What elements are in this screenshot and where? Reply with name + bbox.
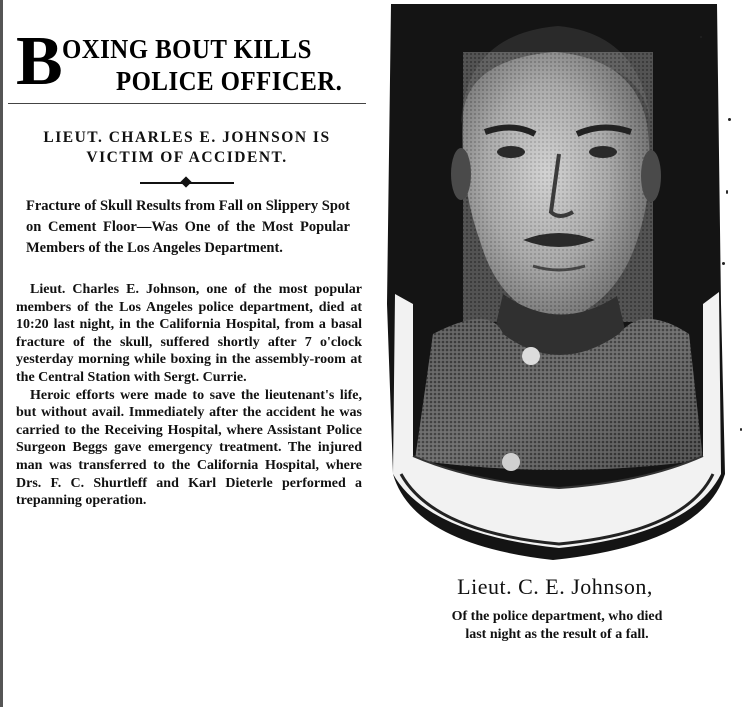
portrait-image	[373, 4, 735, 564]
headline	[8, 23, 366, 100]
deck-summary: Fracture of Skull Results from Fall on Slippery Spot on Cement Floor—Was One of the Most Popular Members of the Los Angeles Department.	[26, 198, 350, 256]
subheadline-line-1: LIEUT. CHARLES E. JOHNSON IS	[43, 129, 331, 146]
caption-line-1: Of the police department, who died	[451, 609, 663, 624]
subheadline	[8, 128, 366, 168]
ornament-diamond-icon	[180, 176, 191, 187]
article-paragraph-2: Heroic efforts were made to save the lieutenant's life, but without avail. Immediately after the accident he was carried to the Receiving Hospital, where Assistant Police Surgeon Beggs gave emergency treatment. The injured man was transferred to the California Hospital, where Drs. F. C. Shurtleff and Karl Dieterle performed a trepanning operation.	[16, 387, 362, 509]
article-paragraph-1: Lieut. Charles E. Johnson, one of the most popular members of the Los Angeles police department, died at 10:20 last night, in the California Hospital, from a basal fracture of the skull, suffered shortly after 7 o'clock yesterday morning while boxing in the assembly-room at the Central Station with Sergt. Currie.	[16, 282, 362, 385]
headline-line-2: POLICE OFFICER.	[116, 66, 343, 96]
speck	[700, 36, 702, 38]
page-edge-shadow	[0, 0, 3, 707]
portrait-photo	[373, 4, 735, 564]
headline-line-1: OXING BOUT KILLS	[62, 34, 312, 64]
speck	[740, 428, 742, 431]
article-column	[8, 23, 366, 510]
dash-ornament	[140, 178, 234, 188]
subheadline-line-2: VICTIM OF ACCIDENT.	[86, 149, 288, 166]
uniform-button-icon	[522, 347, 540, 365]
caption-title: Lieut. C. E. Johnson,	[457, 574, 653, 599]
caption-subtitle	[376, 608, 738, 644]
article-body	[16, 281, 362, 510]
headline-dropcap: B	[16, 23, 63, 100]
headline-rule	[8, 103, 366, 104]
caption-line-2: last night as the result of a fall.	[465, 627, 649, 642]
speck	[726, 190, 728, 194]
speck	[722, 262, 725, 265]
uniform-button-icon	[502, 453, 520, 471]
speck	[728, 118, 731, 121]
